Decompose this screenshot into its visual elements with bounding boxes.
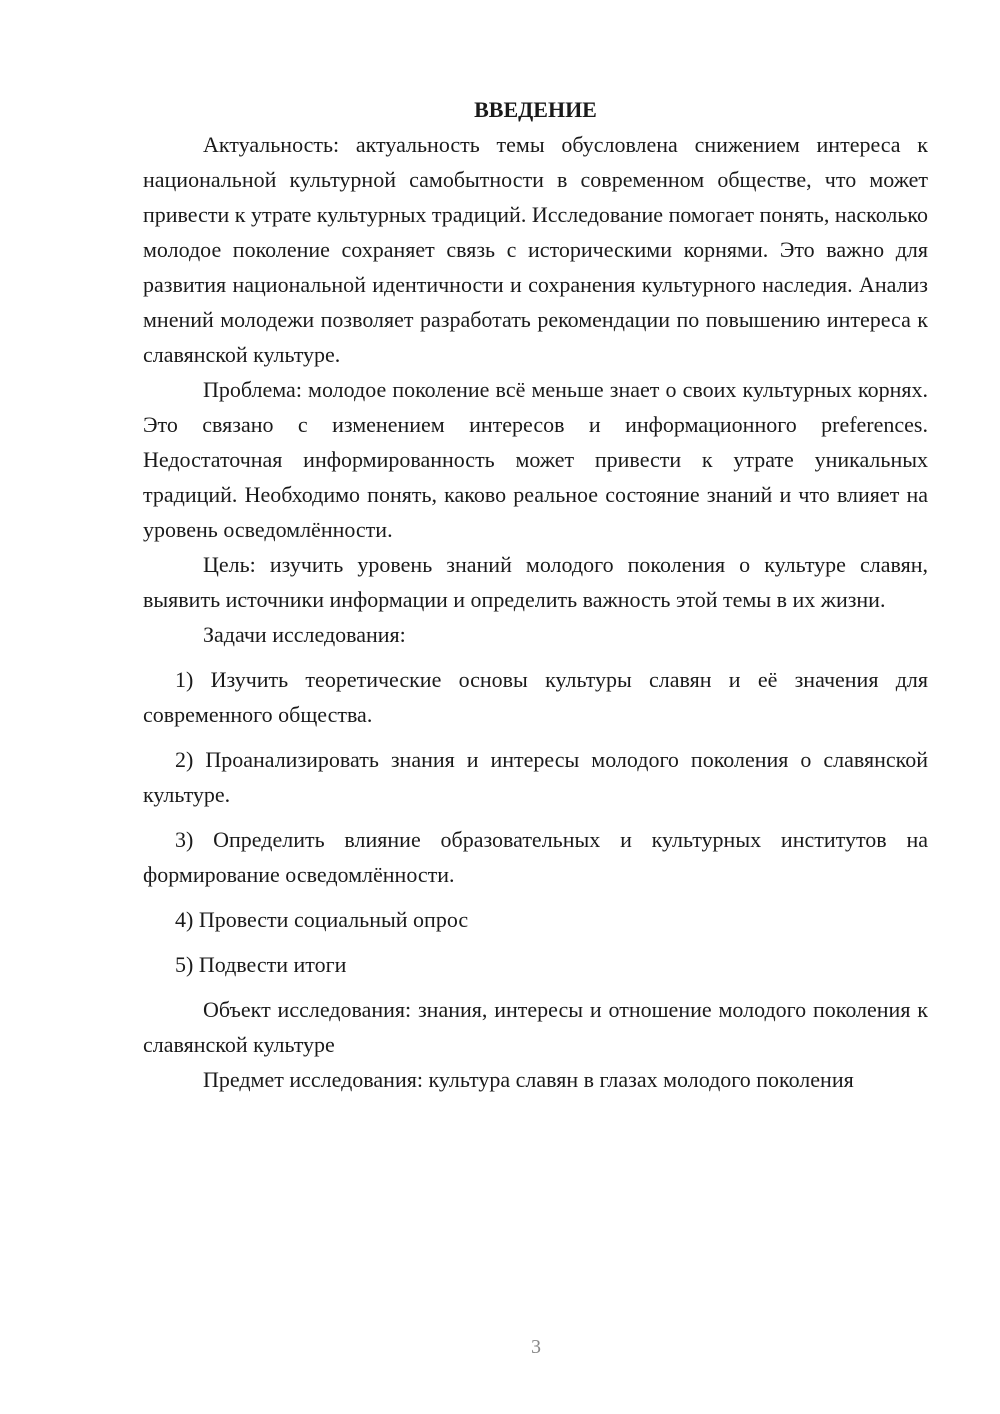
- section-title: ВВЕДЕНИЕ: [474, 97, 597, 122]
- task-item-2: 2) Проанализировать знания и интересы молодого поколения о славянской культуре.: [143, 747, 928, 807]
- page-content: [143, 92, 928, 1097]
- paragraph-goal: Цель: изучить уровень знаний молодого поколения о культуре славян, выявить источники информации и определить важность этой темы в их жизни.: [143, 552, 928, 612]
- paragraph-relevance: Актуальность: актуальность темы обусловлена снижением интереса к национальной культурной самобытности в современном обществе, что может привести к утрате культурных традиций. Исследование помогает понять, насколько молодое поколение сохраняет связь с историческими корнями. Это важно для развития национальной идентичности и сохранения культурного наследия. Анализ мнений молодежи позволяет разработать рекомендации по повышению интереса к славянской культуре.: [143, 132, 928, 367]
- paragraph-subject: Предмет исследования: культура славян в глазах молодого поколения: [203, 1067, 854, 1092]
- task-item-4: 4) Провести социальный опрос: [175, 907, 469, 932]
- paragraph-problem: Проблема: молодое поколение всё меньше знает о своих культурных корнях. Это связано с изменением интересов и информационного preferences. Недостаточная информированность может привести к утрате уникальных традиций. Необходимо понять, каково реальное состояние знаний и что влияет на уровень осведомлённости.: [143, 377, 928, 542]
- paragraph-object: Объект исследования: знания, интересы и отношение молодого поколения к славянской культуре: [143, 997, 928, 1057]
- page-number: 3: [531, 1336, 541, 1358]
- task-item-3: 3) Определить влияние образовательных и культурных институтов на формирование осведомлённости.: [143, 827, 928, 887]
- task-item-5: 5) Подвести итоги: [175, 952, 347, 977]
- task-item-1: 1) Изучить теоретические основы культуры славян и её значения для современного общества.: [143, 667, 928, 727]
- tasks-heading: Задачи исследования:: [203, 622, 406, 647]
